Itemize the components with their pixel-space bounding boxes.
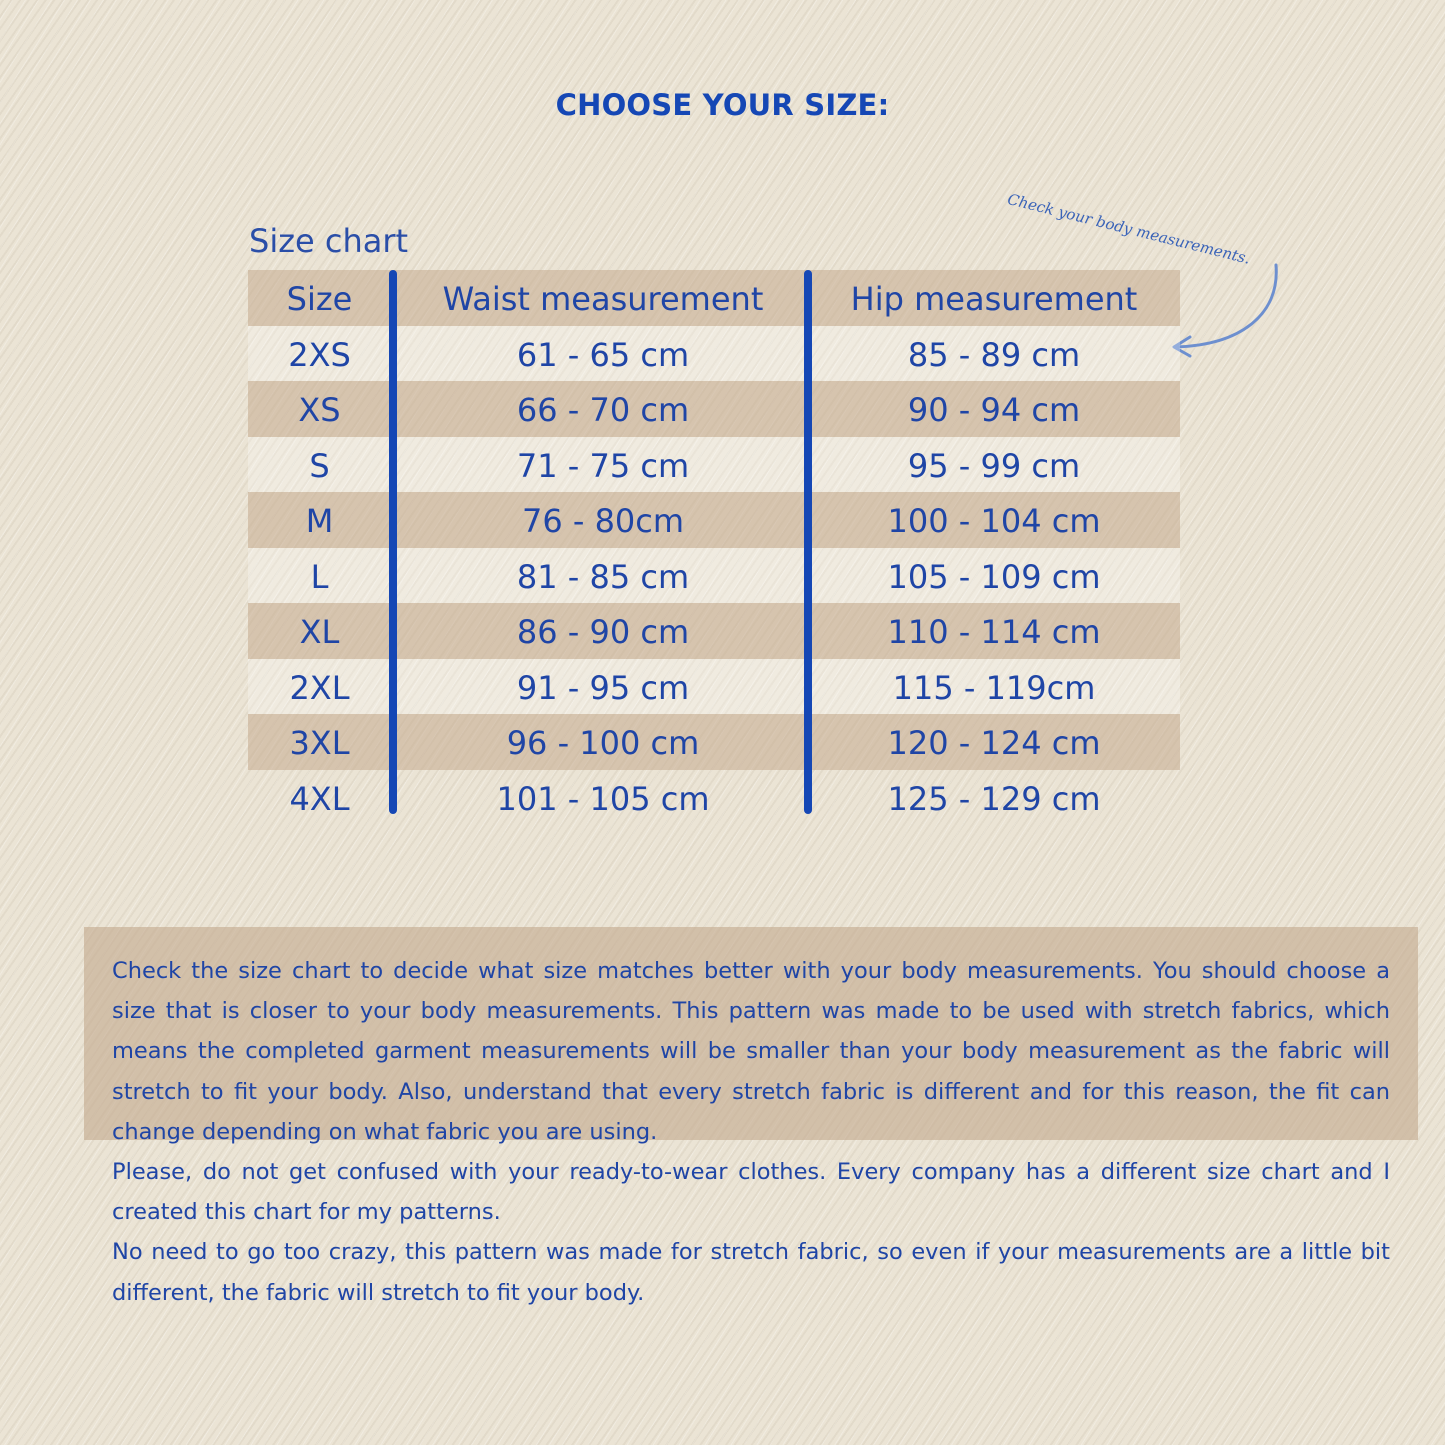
size-guidance-box xyxy=(84,927,1418,1306)
guidance-paragraph: No need to go too crazy, this pattern was made for stretch fabric, so even if your measurements are a little bit different, the fabric will stretch to fit your body. xyxy=(112,1239,1390,1306)
guidance-paragraph: Check the size chart to decide what size matches better with your body measurements. You should choose a size that is closer to your body measurements. This pattern was made to be used with stretch fabrics, which means the completed garment measurements will be smaller than your body measurement as the fabric will stretch to fit your body. Also, understand that every stretch fabric is different and for this reason, the fit can change depending on what fabric you are using. xyxy=(112,958,1390,1145)
hip-cell: 95 - 99 cm xyxy=(907,446,1081,485)
table-row xyxy=(248,659,1180,715)
waist-cell: 81 - 85 cm xyxy=(516,557,690,596)
size-chart-table xyxy=(248,270,1180,825)
table-row xyxy=(248,770,1180,826)
column-header-hip: Hip measurement xyxy=(850,280,1138,318)
waist-cell: 66 - 70 cm xyxy=(516,391,690,429)
column-divider xyxy=(389,270,397,814)
table-row xyxy=(248,437,1180,493)
waist-cell: 76 - 80cm xyxy=(521,502,685,540)
size-cell: L xyxy=(310,557,329,596)
table-row xyxy=(248,326,1180,382)
hip-cell: 120 - 124 cm xyxy=(887,724,1101,762)
table-row xyxy=(248,381,1180,437)
column-header-size: Size xyxy=(286,280,353,318)
waist-cell: 61 - 65 cm xyxy=(516,335,690,374)
column-divider xyxy=(804,270,812,814)
table-row xyxy=(248,548,1180,604)
hip-cell: 125 - 129 cm xyxy=(887,779,1101,818)
hip-cell: 85 - 89 cm xyxy=(907,335,1081,374)
waist-cell: 101 - 105 cm xyxy=(496,779,710,818)
guidance-paragraph: Please, do not get confused with your ready-to-wear clothes. Every company has a different size chart and I created this chart for my patterns. xyxy=(112,1159,1390,1226)
waist-cell: 91 - 95 cm xyxy=(516,668,690,707)
size-cell: M xyxy=(305,502,334,540)
waist-cell: 96 - 100 cm xyxy=(506,724,700,762)
size-cell: XL xyxy=(299,613,340,651)
size-cell: S xyxy=(309,446,330,485)
table-row xyxy=(248,714,1180,770)
size-cell: 4XL xyxy=(289,779,350,818)
table-header-row xyxy=(248,270,1180,326)
measurement-note: Check your body measurements. xyxy=(1005,190,1253,268)
page-title: CHOOSE YOUR SIZE: xyxy=(555,88,890,122)
hip-cell: 105 - 109 cm xyxy=(887,557,1101,596)
waist-cell: 86 - 90 cm xyxy=(516,613,690,651)
size-chart-caption: Size chart xyxy=(249,222,409,260)
hip-cell: 115 - 119cm xyxy=(892,668,1096,707)
table-row xyxy=(248,492,1180,548)
table-row xyxy=(248,603,1180,659)
column-header-waist: Waist measurement xyxy=(442,280,764,318)
size-cell: 2XS xyxy=(288,335,351,374)
size-cell: 3XL xyxy=(289,724,350,762)
size-cell: XS xyxy=(298,391,341,429)
size-cell: 2XL xyxy=(289,668,350,707)
hip-cell: 100 - 104 cm xyxy=(887,502,1101,540)
hip-cell: 110 - 114 cm xyxy=(887,613,1101,651)
hip-cell: 90 - 94 cm xyxy=(907,391,1081,429)
waist-cell: 71 - 75 cm xyxy=(516,446,690,485)
